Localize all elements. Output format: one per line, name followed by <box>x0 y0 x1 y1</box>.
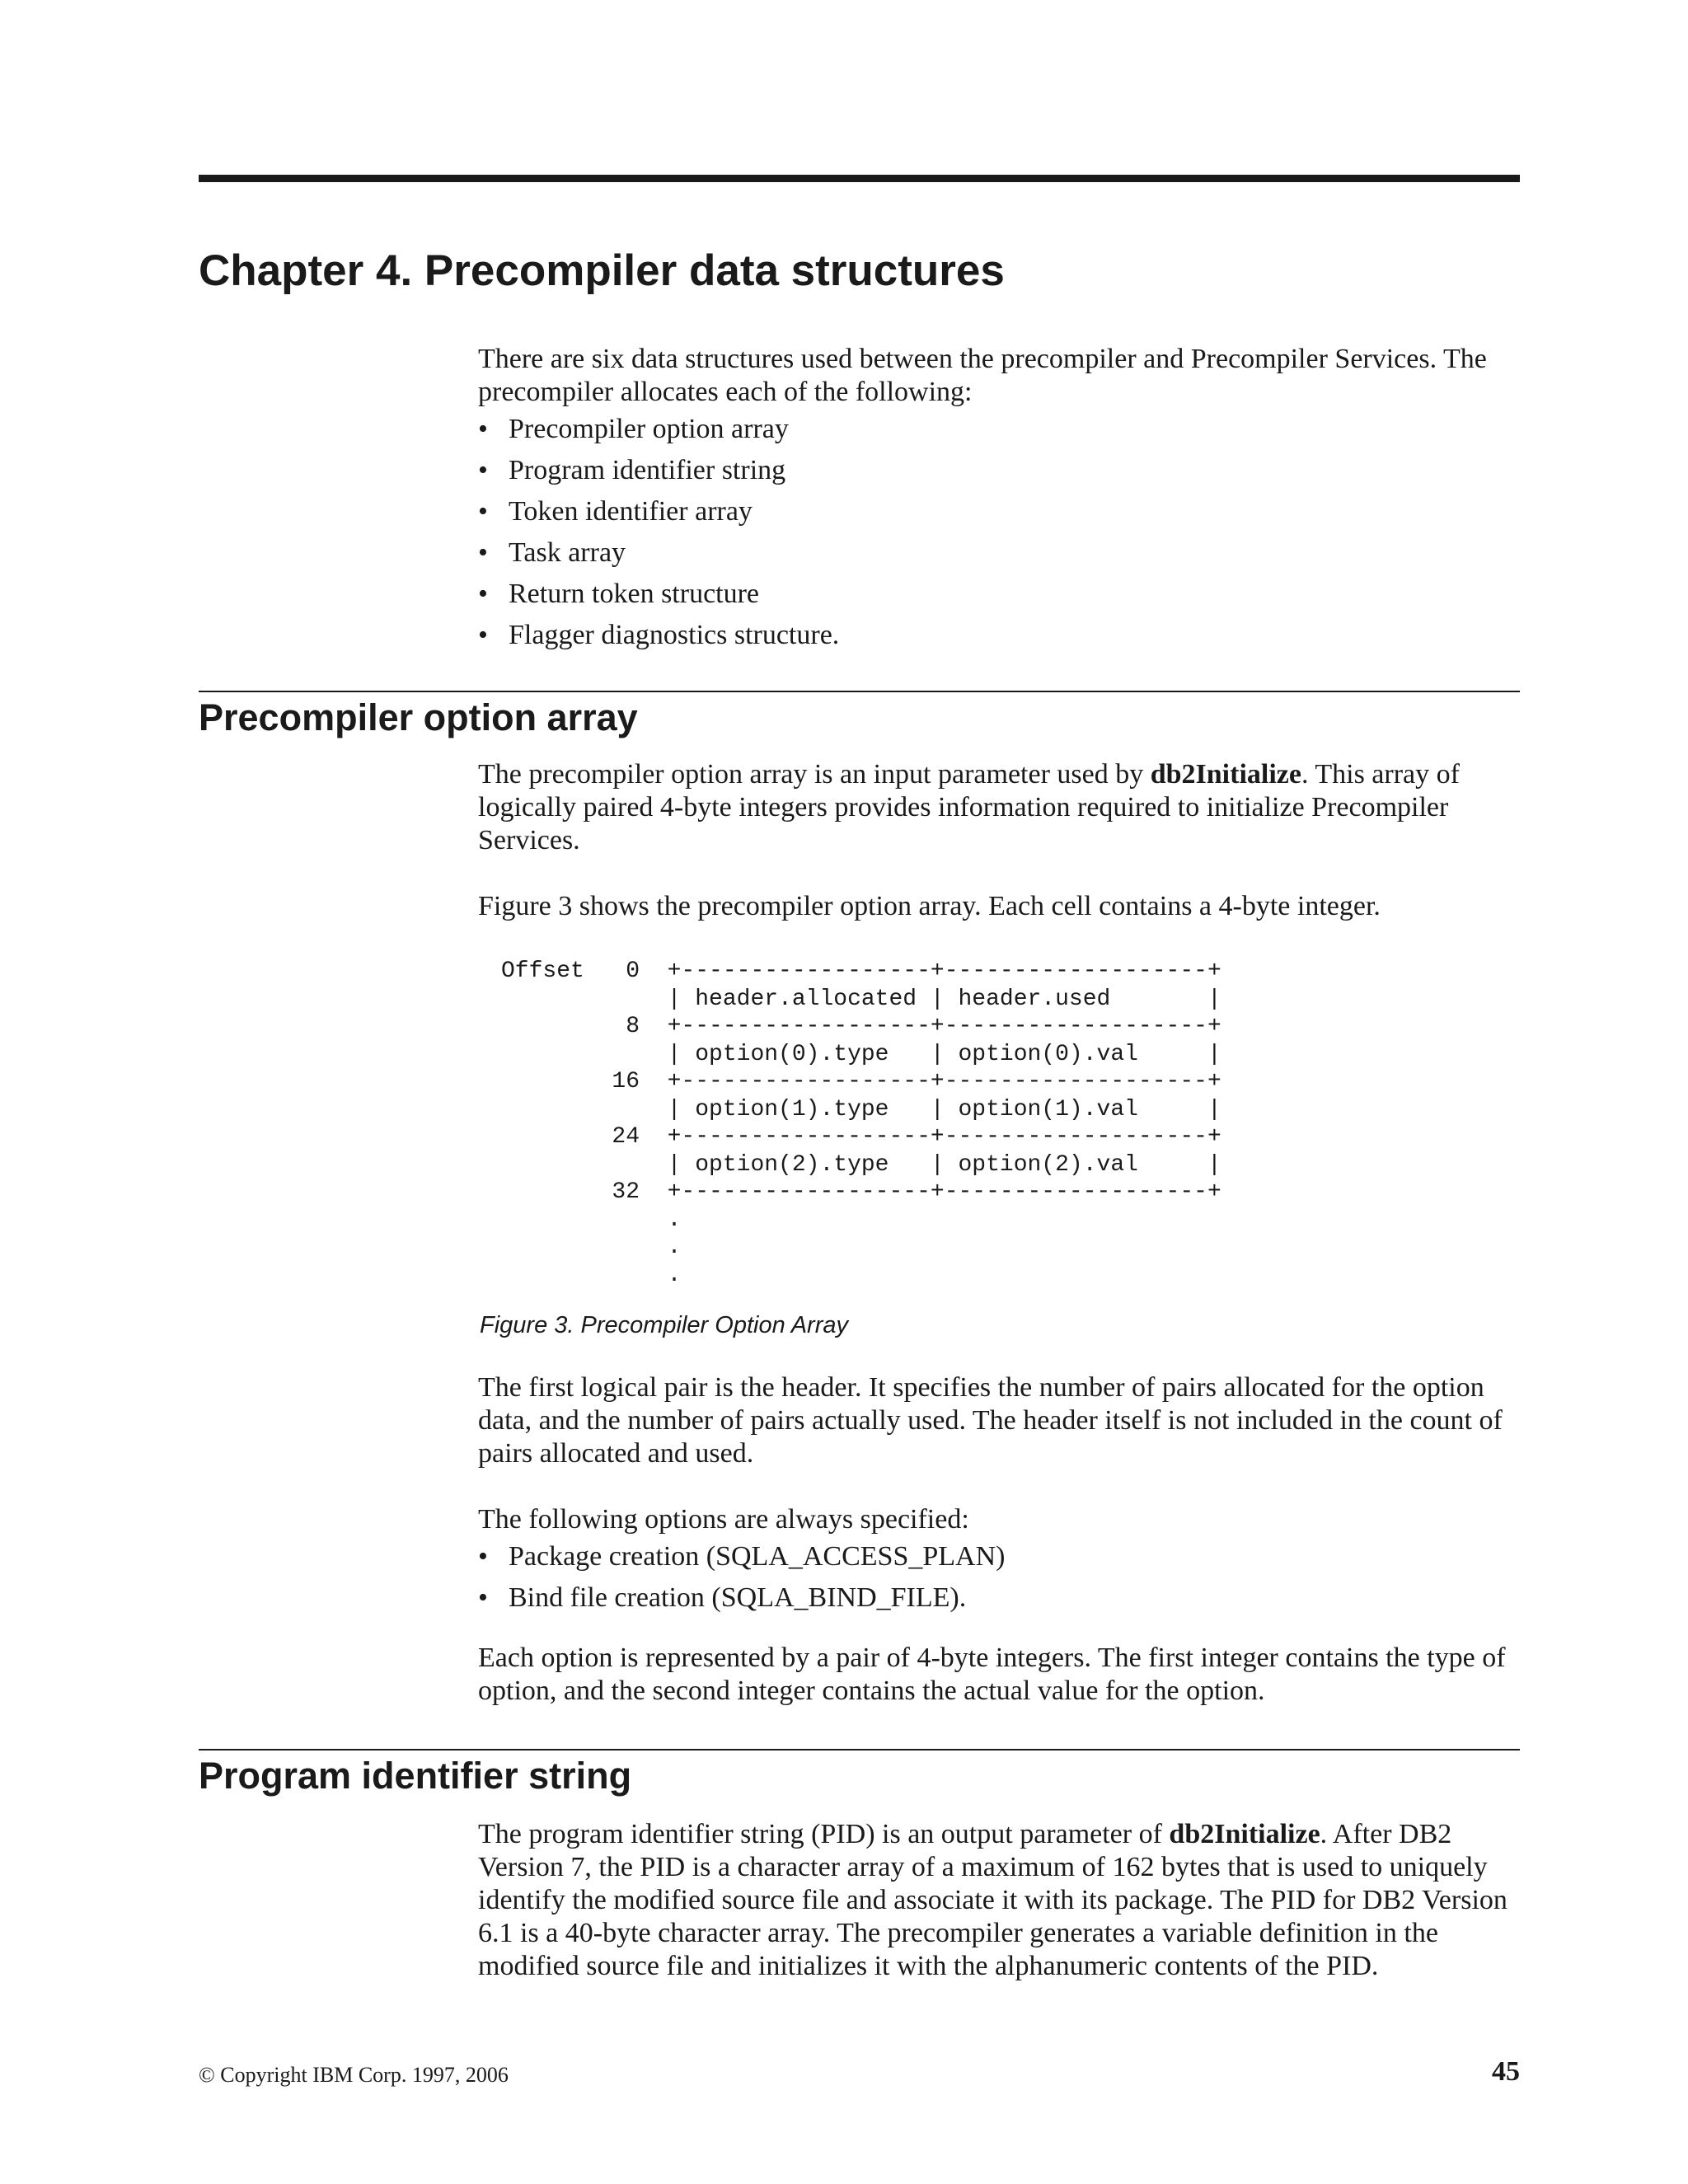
diagram-line: | option(0).type | option(0).val | <box>501 1041 1221 1067</box>
list-item: • Return token structure <box>478 574 1520 615</box>
section-title-option-array: Precompiler option array <box>199 696 638 738</box>
diagram-line: | option(1).type | option(1).val | <box>501 1096 1221 1122</box>
chapter-intro-block <box>478 343 1520 656</box>
list-item: • Token identifier array <box>478 491 1520 532</box>
chapter-intro-paragraph: There are six data structures used between the precompiler and Precompiler Services. The precompiler allocates each of the following: <box>478 344 1487 407</box>
list-item: • Program identifier string <box>478 450 1520 491</box>
structure-list <box>478 409 1520 656</box>
section-title-pid: Program identifier string <box>199 1755 632 1797</box>
pid-paragraph: The program identifier string (PID) is an output parameter of db2Initialize. After DB2 Version 7, the PID is a character array of a maximum of 162 bytes that is used to uniquely identify the modified source file and associate it with its package. The PID for DB2 Version 6.1 is a 40-byte character array. The precompiler generates a variable definition in the modified source file and initializes it with the alphanumeric contents of the PID. <box>478 1819 1507 1981</box>
section-rule <box>199 1749 1520 1750</box>
footer-copyright: © Copyright IBM Corp. 1997, 2006 <box>199 2063 509 2087</box>
option-array-diagram <box>501 958 1221 1289</box>
always-options-list <box>478 1536 1520 1619</box>
always-specified-paragraph: The following options are always specified: <box>478 1504 969 1535</box>
db2initialize-term: db2Initialize <box>1169 1819 1320 1849</box>
header-description-paragraph: The first logical pair is the header. It specifies the number of pairs allocated for the option data, and the number of pairs actually used. The header itself is not included in the count of pairs allocated and used. <box>478 1372 1503 1469</box>
diagram-line: 24 +------------------+-------------------+ <box>501 1124 1221 1150</box>
option-array-details-block <box>478 1371 1520 1708</box>
figure-caption: Figure 3. Precompiler Option Array <box>480 1312 848 1338</box>
diagram-line: | option(2).type | option(2).val | <box>501 1151 1221 1178</box>
list-item: • Flagger diagnostics structure. <box>478 615 1520 656</box>
list-item: • Task array <box>478 532 1520 574</box>
chapter-title: Chapter 4. Precompiler data structures <box>199 246 1005 295</box>
list-item: • Bind file creation (SQLA_BIND_FILE). <box>478 1577 1520 1619</box>
diagram-line: . <box>501 1262 682 1288</box>
list-item: • Precompiler option array <box>478 409 1520 450</box>
diagram-line: | header.allocated | header.used | <box>501 986 1221 1012</box>
diagram-line: Offset 0 +------------------+-------------------+ <box>501 958 1221 984</box>
diagram-line: . <box>501 1207 682 1233</box>
section-rule <box>199 691 1520 692</box>
chapter-rule <box>199 175 1520 182</box>
diagram-line: 8 +------------------+-------------------+ <box>501 1014 1221 1039</box>
list-item: • Package creation (SQLA_ACCESS_PLAN) <box>478 1536 1520 1577</box>
option-pair-paragraph: Each option is represented by a pair of 4-byte integers. The first integer contains the type of option, and the second integer contains the actual value for the option. <box>478 1643 1506 1706</box>
pid-block <box>478 1818 1520 1983</box>
page-number: 45 <box>1492 2056 1520 2087</box>
diagram-line: 16 +------------------+-------------------+ <box>501 1069 1221 1094</box>
figure-reference-paragraph: Figure 3 shows the precompiler option array. Each cell contains a 4-byte integer. <box>478 891 1381 921</box>
option-array-paragraph: The precompiler option array is an input parameter used by db2Initialize. This array of logically paired 4-byte integers provides information required to initialize Precompiler Services. <box>478 759 1460 855</box>
option-array-intro-block <box>478 758 1520 923</box>
diagram-line: . <box>501 1235 682 1260</box>
diagram-line: 32 +------------------+-------------------+ <box>501 1179 1221 1205</box>
db2initialize-term: db2Initialize <box>1150 759 1301 790</box>
